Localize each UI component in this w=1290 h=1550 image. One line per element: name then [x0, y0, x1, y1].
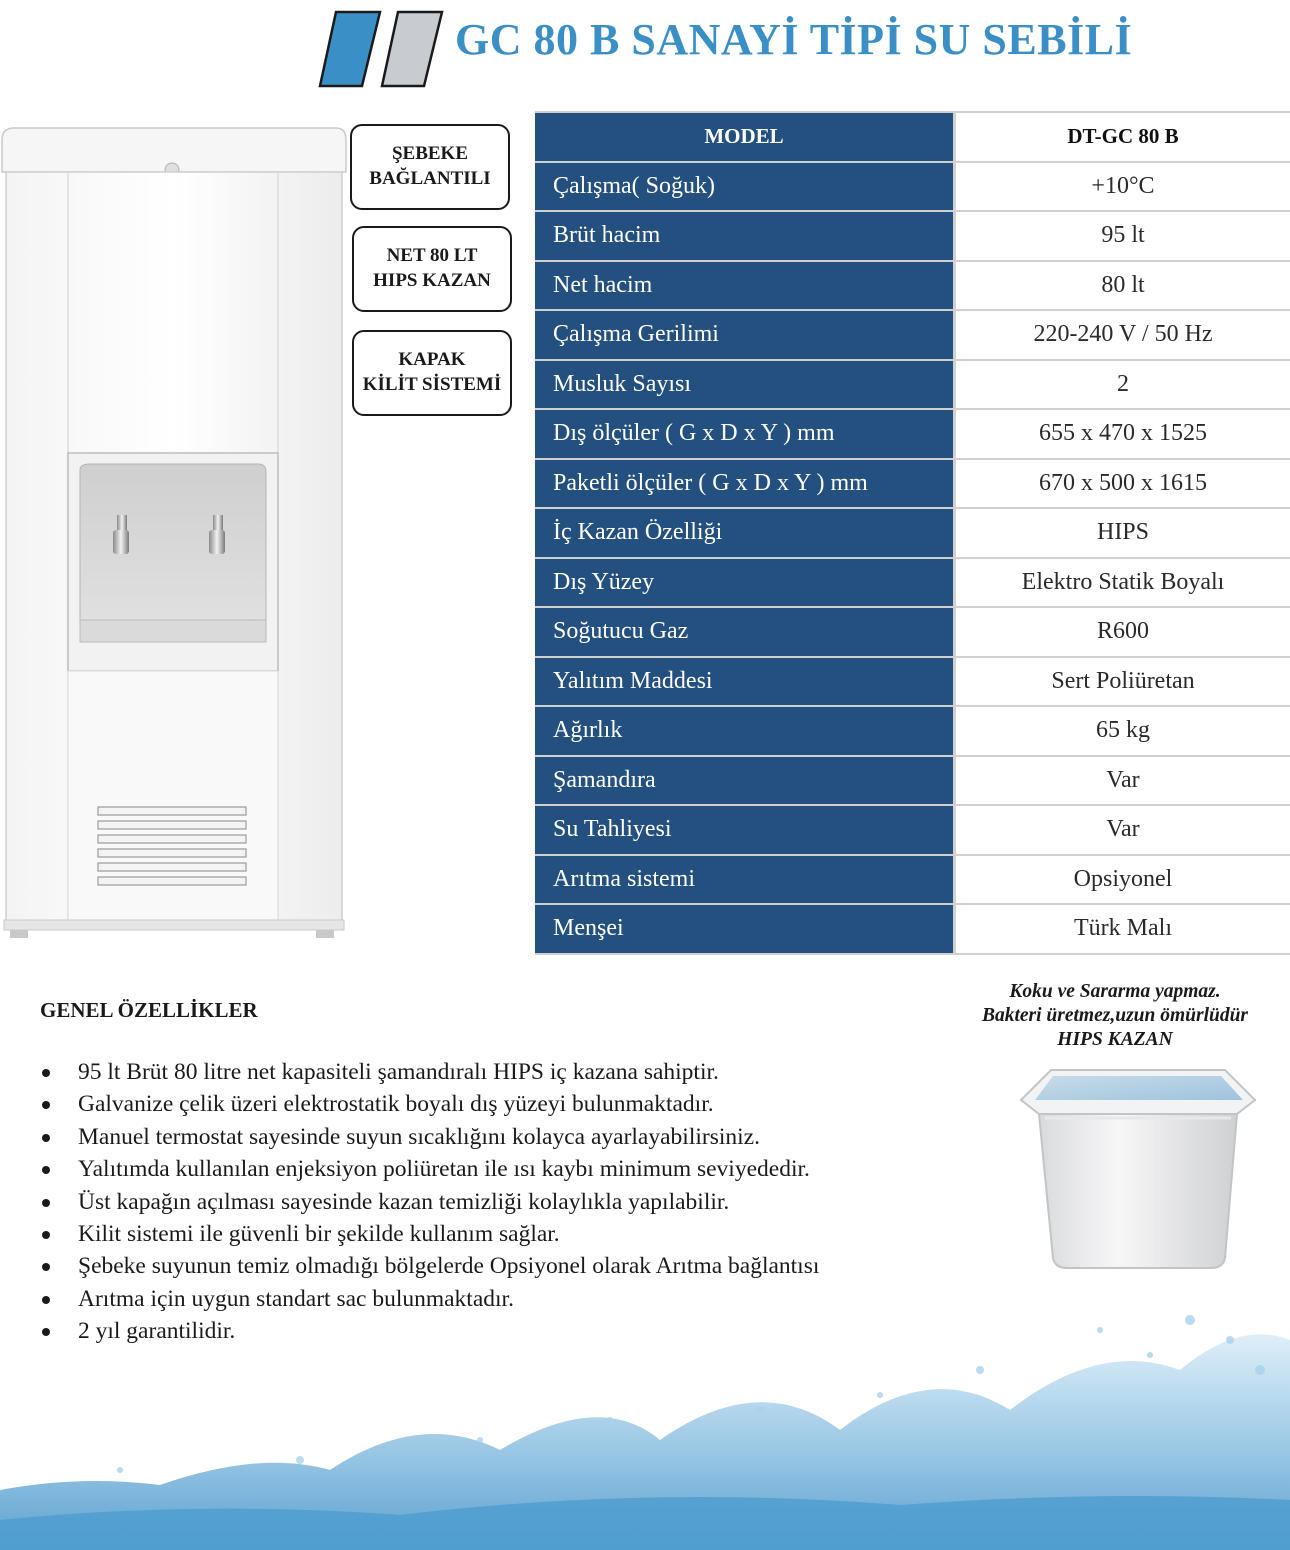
spec-row	[535, 559, 1290, 609]
spec-row	[535, 608, 1290, 658]
spec-row	[535, 311, 1290, 361]
spec-row	[535, 460, 1290, 510]
spec-value: Opsiyonel	[956, 856, 1290, 906]
water-splash-image	[0, 1300, 1290, 1550]
spec-label: İç Kazan Özelliği	[535, 509, 956, 559]
spec-label: Paketli ölçüler ( G x D x Y ) mm	[535, 460, 956, 510]
spec-row	[535, 856, 1290, 906]
spec-row	[535, 658, 1290, 708]
spec-label: Brüt hacim	[535, 212, 956, 262]
spec-label: Çalışma Gerilimi	[535, 311, 956, 361]
spec-row	[535, 905, 1290, 955]
hips-tank-image	[1015, 1058, 1260, 1273]
spec-row	[535, 212, 1290, 262]
spec-row	[535, 361, 1290, 411]
badge-hips-tank: NET 80 LT HIPS KAZAN	[352, 226, 512, 312]
feature-item: Kilit sistemi ile güvenli bir şekilde kullanım sağlar.	[40, 1218, 819, 1250]
features-title: GENEL ÖZELLİKLER	[40, 998, 258, 1022]
feature-item: Yalıtımda kullanılan enjeksiyon poliüretan ile ısı kaybı minimum seviyededir.	[40, 1153, 819, 1185]
spec-label: Net hacim	[535, 262, 956, 312]
badge-network-connection: ŞEBEKE BAĞLANTILI	[350, 124, 510, 210]
spec-value: Elektro Statik Boyalı	[956, 559, 1290, 609]
spec-row	[535, 262, 1290, 312]
spec-value: R600	[956, 608, 1290, 658]
feature-item: Şebeke suyunun temiz olmadığı bölgelerde Opsiyonel olarak Arıtma bağlantısı	[40, 1250, 819, 1282]
spec-value: Var	[956, 806, 1290, 856]
spec-value: 2	[956, 361, 1290, 411]
badge-lid-lock: KAPAK KİLİT SİSTEMİ	[352, 330, 512, 416]
spec-value: 655 x 470 x 1525	[956, 410, 1290, 460]
water-dispenser-image	[0, 120, 348, 945]
spec-value: 220-240 V / 50 Hz	[956, 311, 1290, 361]
spec-row	[535, 757, 1290, 807]
spec-value: HIPS	[956, 509, 1290, 559]
spec-value: 80 lt	[956, 262, 1290, 312]
spec-table	[535, 111, 1290, 955]
spec-label: Su Tahliyesi	[535, 806, 956, 856]
spec-value: Türk Malı	[956, 905, 1290, 955]
spec-row	[535, 707, 1290, 757]
spec-label: MODEL	[535, 113, 956, 163]
spec-row	[535, 806, 1290, 856]
spec-label: Dış ölçüler ( G x D x Y ) mm	[535, 410, 956, 460]
spec-label: Arıtma sistemi	[535, 856, 956, 906]
hips-caption: Koku ve Sararma yapmaz. Bakteri üretmez,uzun ömürlüdür HIPS KAZAN	[981, 981, 1249, 1050]
feature-item: 2 yıl garantilidir.	[40, 1315, 819, 1347]
spec-label: Yalıtım Maddesi	[535, 658, 956, 708]
spec-label: Şamandıra	[535, 757, 956, 807]
spec-row	[535, 163, 1290, 213]
spec-header-row	[535, 113, 1290, 163]
spec-value: 95 lt	[956, 212, 1290, 262]
spec-label: Menşei	[535, 905, 956, 955]
spec-value: Var	[956, 757, 1290, 807]
feature-item: 95 lt Brüt 80 litre net kapasiteli şamandıralı HIPS iç kazana sahiptir.	[40, 1056, 819, 1088]
spec-label: Dış Yüzey	[535, 559, 956, 609]
spec-label: Çalışma( Soğuk)	[535, 163, 956, 213]
spec-value: Sert Poliüretan	[956, 658, 1290, 708]
feature-item: Manuel termostat sayesinde suyun sıcaklığını kolayca ayarlayabilirsiniz.	[40, 1121, 819, 1153]
spec-value: 65 kg	[956, 707, 1290, 757]
spec-label: Musluk Sayısı	[535, 361, 956, 411]
feature-item: Arıtma için uygun standart sac bulunmaktadır.	[40, 1283, 819, 1315]
spec-row	[535, 410, 1290, 460]
feature-item: Galvanize çelik üzeri elektrostatik boyalı dış yüzeyi bulunmaktadır.	[40, 1088, 819, 1120]
brand-logo	[318, 10, 448, 88]
spec-value: 670 x 500 x 1615	[956, 460, 1290, 510]
spec-label: Soğutucu Gaz	[535, 608, 956, 658]
spec-label: Ağırlık	[535, 707, 956, 757]
spec-value: DT-GC 80 B	[956, 113, 1290, 163]
spec-row	[535, 509, 1290, 559]
page-title: GC 80 B SANAYİ TİPİ SU SEBİLİ	[455, 15, 1133, 64]
feature-item: Üst kapağın açılması sayesinde kazan temizliği kolaylıkla yapılabilir.	[40, 1186, 819, 1218]
spec-value: +10°C	[956, 163, 1290, 213]
